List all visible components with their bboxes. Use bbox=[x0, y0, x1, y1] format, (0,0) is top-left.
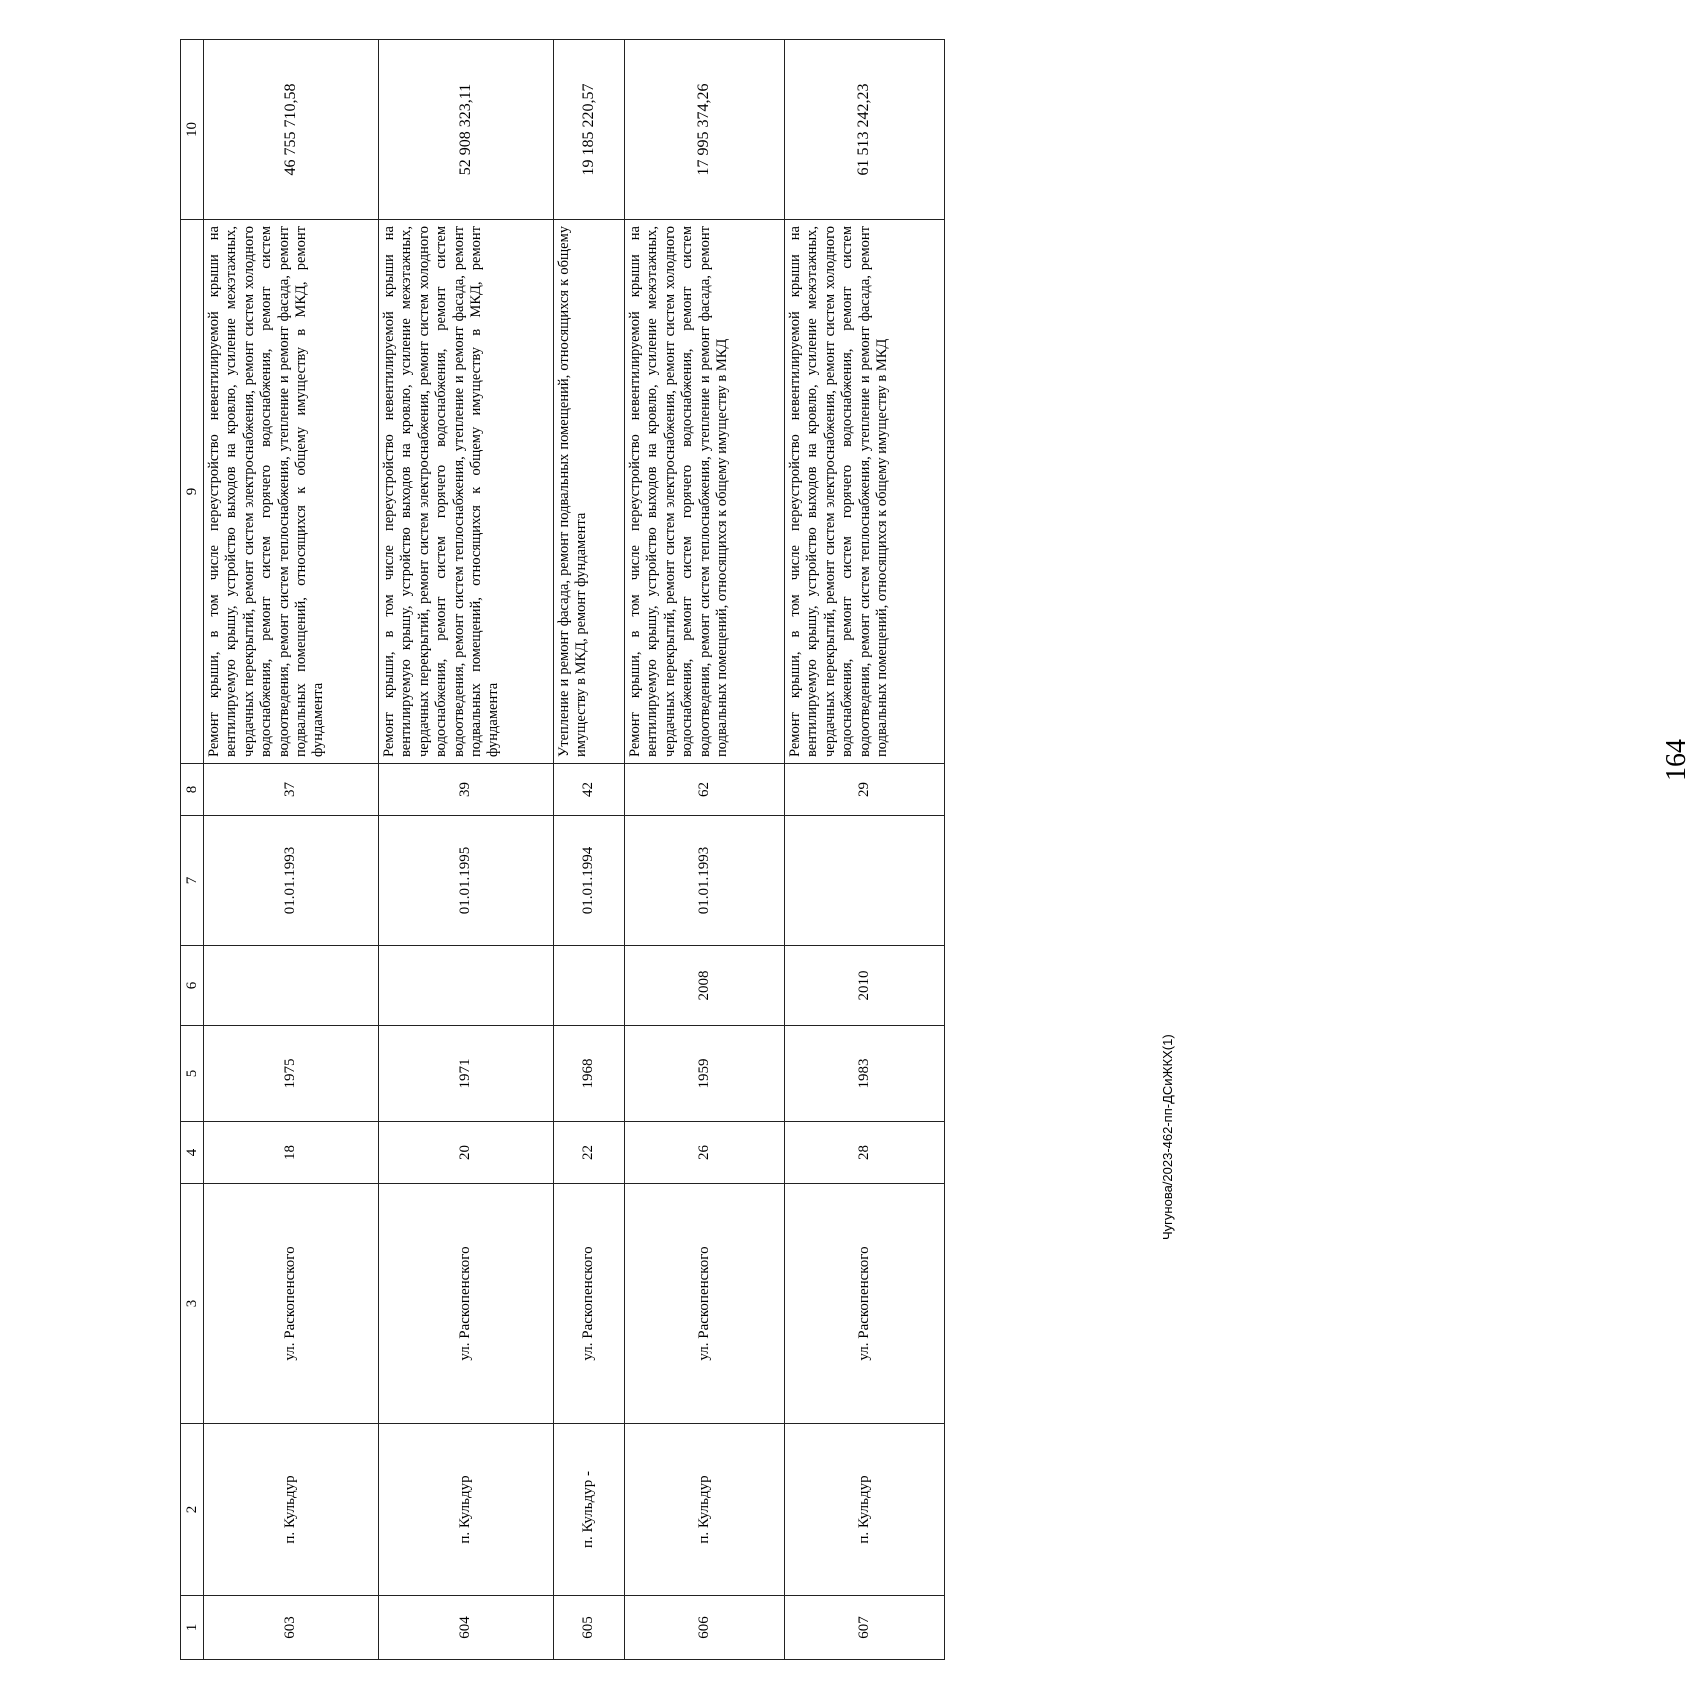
house-number-cell: 18 bbox=[204, 1122, 379, 1184]
date-cell: 01.01.1993 bbox=[625, 816, 785, 946]
works-cell: Ремонт крыши, в том числе переустройство невентилируемой крыши на вентилируемую крышу, устройство выходов на кровлю, усиление межэтажных, чердачных перекрытий, ремонт систем электроснабжения, ремонт систем холодного водоснабжения, ремонт систем горячего водоснабжения, ремонт систем водоотведения, ремонт систем теплоснабжения, утепление и ремонт фасада, ремонт подвальных помещений, относящихся к общему имуществу в МКД bbox=[625, 220, 785, 764]
table-row bbox=[785, 40, 945, 1660]
street-cell: ул. Раскопенского bbox=[204, 1184, 379, 1424]
row-number: 607 bbox=[785, 1596, 945, 1660]
wear-cell: 29 bbox=[785, 764, 945, 816]
street-cell: ул. Раскопенского bbox=[785, 1184, 945, 1424]
year-overhaul-cell bbox=[204, 946, 379, 1026]
works-cell: Ремонт крыши, в том числе переустройство невентилируемой крыши на вентилируемую крышу, устройство выходов на кровлю, усиление межэтажных, чердачных перекрытий, ремонт систем электроснабжения, ремонт систем холодного водоснабжения, ремонт систем горячего водоснабжения, ремонт систем водоотведения, ремонт систем теплоснабжения, утепление и ремонт фасада, ремонт подвальных помещений, относящихся к общему имуществу в МКД bbox=[785, 220, 945, 764]
house-number-cell: 26 bbox=[625, 1122, 785, 1184]
header-cell: 5 bbox=[181, 1026, 204, 1122]
table-row bbox=[625, 40, 785, 1660]
header-cell: 6 bbox=[181, 946, 204, 1026]
header-cell: 7 bbox=[181, 816, 204, 946]
cost-cell: 17 995 374,26 bbox=[625, 40, 785, 220]
overhaul-table bbox=[180, 39, 945, 1660]
cost-cell: 46 755 710,58 bbox=[204, 40, 379, 220]
header-cell: 4 bbox=[181, 1122, 204, 1184]
wear-cell: 62 bbox=[625, 764, 785, 816]
header-cell: 8 bbox=[181, 764, 204, 816]
row-number: 603 bbox=[204, 1596, 379, 1660]
year-built-cell: 1971 bbox=[379, 1026, 554, 1122]
cost-cell: 61 513 242,23 bbox=[785, 40, 945, 220]
date-cell: 01.01.1995 bbox=[379, 816, 554, 946]
header-row bbox=[181, 40, 204, 1660]
year-overhaul-cell bbox=[554, 946, 625, 1026]
header-cell: 2 bbox=[181, 1424, 204, 1596]
date-cell: 01.01.1993 bbox=[204, 816, 379, 946]
year-built-cell: 1983 bbox=[785, 1026, 945, 1122]
year-overhaul-cell bbox=[379, 946, 554, 1026]
table-row bbox=[379, 40, 554, 1660]
rotated-table-container bbox=[180, 40, 1060, 1660]
year-overhaul-cell: 2008 bbox=[625, 946, 785, 1026]
header-cell: 10 bbox=[181, 40, 204, 220]
row-number: 605 bbox=[554, 1596, 625, 1660]
cost-cell: 19 185 220,57 bbox=[554, 40, 625, 220]
year-built-cell: 1959 bbox=[625, 1026, 785, 1122]
street-cell: ул. Раскопенского bbox=[625, 1184, 785, 1424]
row-number: 606 bbox=[625, 1596, 785, 1660]
year-overhaul-cell: 2010 bbox=[785, 946, 945, 1026]
works-cell: Ремонт крыши, в том числе переустройство невентилируемой крыши на вентилируемую крышу, устройство выходов на кровлю, усиление межэтажных, чердачных перекрытий, ремонт систем электроснабжения, ремонт систем холодного водоснабжения, ремонт систем горячего водоснабжения, ремонт систем водоотведения, ремонт систем теплоснабжения, утепление и ремонт фасада, ремонт подвальных помещений, относящихся к общему имуществу в МКД, ремонт фундамента bbox=[379, 220, 554, 764]
date-cell: 01.01.1994 bbox=[554, 816, 625, 946]
header-cell: 9 bbox=[181, 220, 204, 764]
street-cell: ул. Раскопенского bbox=[379, 1184, 554, 1424]
header-cell: 1 bbox=[181, 1596, 204, 1660]
wear-cell: 39 bbox=[379, 764, 554, 816]
works-cell: Утепление и ремонт фасада, ремонт подвальных помещений, относящихся к общему имуществу в МКД, ремонт фундамента bbox=[554, 220, 625, 764]
year-built-cell: 1968 bbox=[554, 1026, 625, 1122]
street-cell: ул. Раскопенского bbox=[554, 1184, 625, 1424]
row-number: 604 bbox=[379, 1596, 554, 1660]
wear-cell: 42 bbox=[554, 764, 625, 816]
table-row bbox=[554, 40, 625, 1660]
settlement-cell: п. Кульдур bbox=[625, 1424, 785, 1596]
document-code: Чугунова/2023-462-пп-ДСиЖКХ(1) bbox=[1160, 1034, 1175, 1240]
header-cell: 3 bbox=[181, 1184, 204, 1424]
settlement-cell: п. Кульдур bbox=[379, 1424, 554, 1596]
settlement-cell: п. Кульдур bbox=[204, 1424, 379, 1596]
table-row bbox=[204, 40, 379, 1660]
page-number: 164 bbox=[1661, 739, 1692, 781]
settlement-cell: п. Кульдур bbox=[785, 1424, 945, 1596]
works-cell: Ремонт крыши, в том числе переустройство невентилируемой крыши на вентилируемую крышу, устройство выходов на кровлю, усиление межэтажных, чердачных перекрытий, ремонт систем электроснабжения, ремонт систем холодного водоснабжения, ремонт систем горячего водоснабжения, ремонт систем водоотведения, ремонт систем теплоснабжения, утепление и ремонт фасада, ремонт подвальных помещений, относящихся к общему имуществу в МКД, ремонт фундамента bbox=[204, 220, 379, 764]
cost-cell: 52 908 323,11 bbox=[379, 40, 554, 220]
year-built-cell: 1975 bbox=[204, 1026, 379, 1122]
house-number-cell: 28 bbox=[785, 1122, 945, 1184]
wear-cell: 37 bbox=[204, 764, 379, 816]
house-number-cell: 20 bbox=[379, 1122, 554, 1184]
settlement-cell: п. Кульдур - bbox=[554, 1424, 625, 1596]
date-cell bbox=[785, 816, 945, 946]
house-number-cell: 22 bbox=[554, 1122, 625, 1184]
